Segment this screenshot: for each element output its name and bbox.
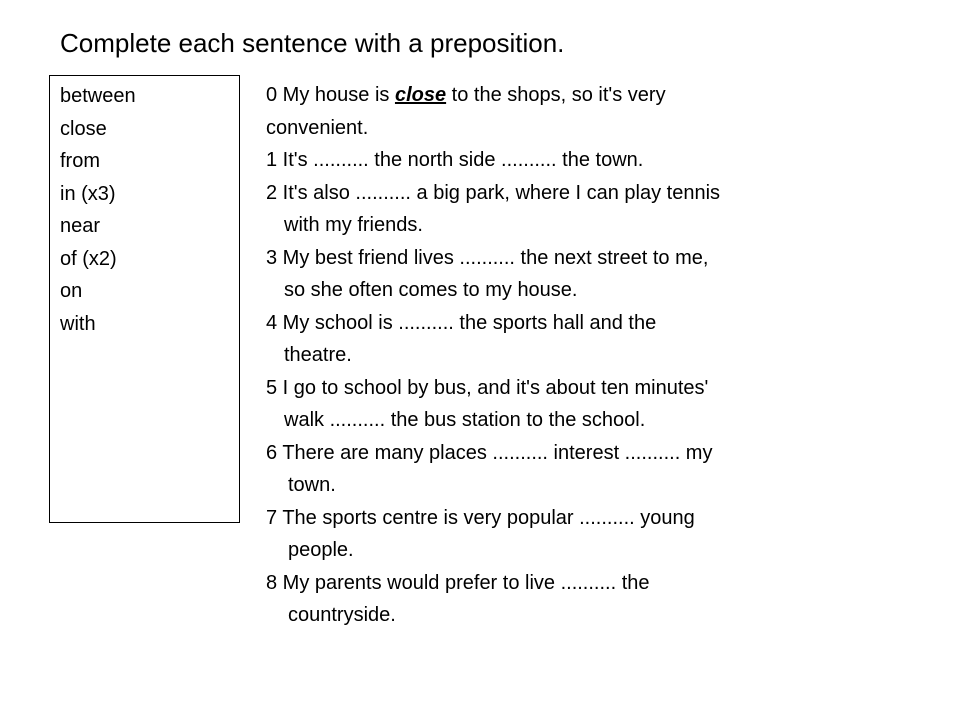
sentence-1-line-1: 1 It's .......... the north side .......... the town.	[266, 149, 644, 171]
sentence-8-line-2: countryside.	[288, 604, 396, 626]
sentence-6-line-2: town.	[288, 474, 336, 496]
sentence-7-line-2: people.	[288, 539, 354, 561]
sentence-4-line-1: 4 My school is .......... the sports hall and the	[266, 311, 657, 334]
sentence-5-line-1: 5 I go to school by bus, and it's about ten minutes'	[266, 376, 709, 399]
sentence-3-line-1: 3 My best friend lives .......... the next street to me,	[266, 246, 709, 269]
sentence-2-line-1: 2 It's also .......... a big park, where I can play tennis	[266, 181, 721, 204]
sentence-8-line-1: 8 My parents would prefer to live .......... the	[266, 571, 650, 594]
sentence-0-line-1	[266, 79, 826, 112]
page-title: Complete each sentence with a preposition.	[60, 28, 565, 58]
word-bank-item: in (x3)	[60, 182, 116, 205]
word-bank-item: near	[60, 215, 101, 237]
sentence-7-line-1: 7 The sports centre is very popular .......... young	[266, 506, 695, 529]
sentence-3-line-2: so she often comes to my house.	[284, 279, 578, 301]
word-bank-item: with	[60, 312, 96, 335]
sentence-4-line-2: theatre.	[284, 344, 352, 366]
sentence-5-line-2: walk .......... the bus station to the school.	[284, 409, 646, 431]
sentence-0-end: to the shops, so it's very	[446, 84, 666, 106]
word-bank-box	[49, 75, 240, 523]
word-bank-item: of (x2)	[60, 247, 117, 270]
sentence-0-line-2: convenient.	[266, 116, 369, 139]
sentence-6-line-1: 6 There are many places .......... interest .......... my	[266, 441, 713, 464]
sentence-2-line-2: with my friends.	[284, 214, 423, 236]
word-bank-item: from	[60, 150, 100, 172]
word-bank-item: on	[60, 280, 83, 302]
word-bank-item: between	[60, 85, 136, 107]
word-bank-item: close	[60, 117, 107, 140]
sentence-0-start: 0 My house is	[266, 84, 395, 106]
exercise-sentences	[266, 79, 826, 632]
example-keyword: close	[394, 84, 447, 106]
